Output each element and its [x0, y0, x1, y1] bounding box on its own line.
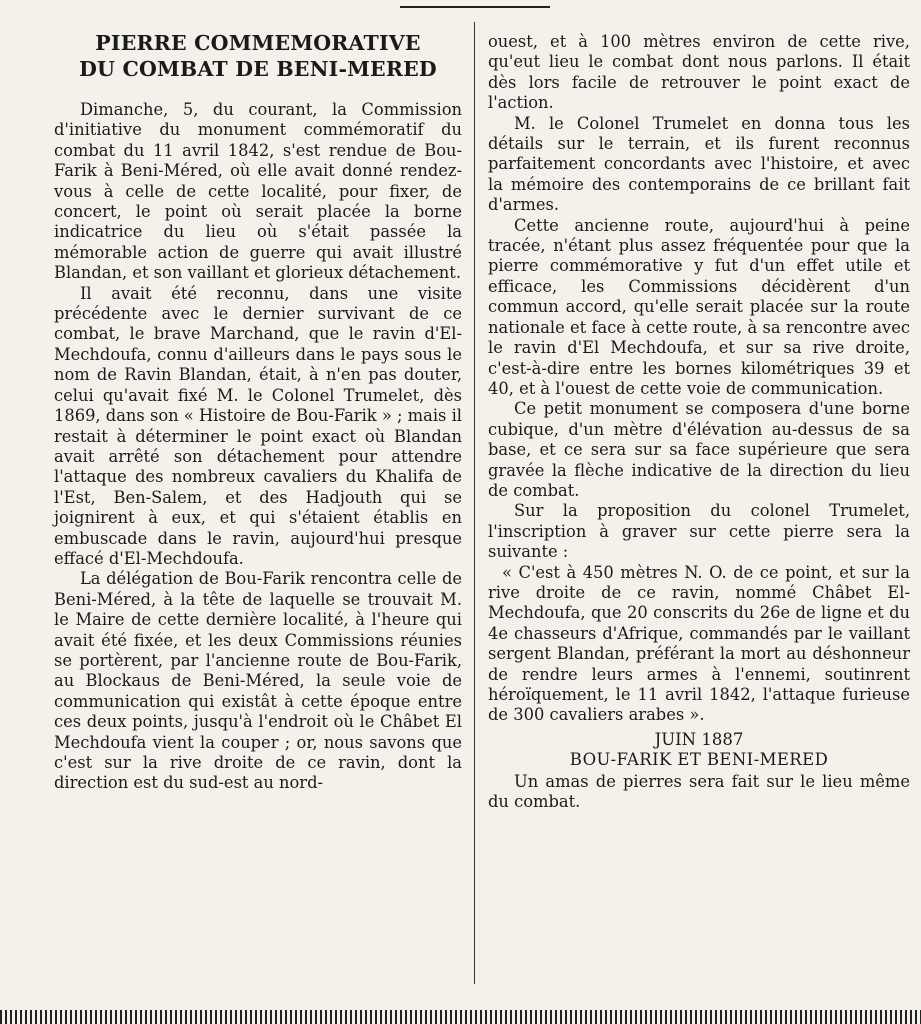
article-title — [54, 30, 462, 82]
masthead-fragment — [0, 0, 921, 12]
column-divider — [474, 22, 475, 984]
paragraph: Sur la proposition du colonel Trumelet, l'inscription à graver sur cette pierre sera la suivante : — [488, 501, 910, 562]
section-date: JUIN 1887 — [654, 729, 744, 749]
paragraph: Un amas de pierres sera fait sur le lieu même du combat. — [488, 771, 910, 812]
section-title: BOU-FARIK ET BENI-MERED — [569, 749, 829, 769]
paragraph: Dimanche, 5, du courant, la Commission d'initiative du monument commémoratif du combat du 11 avril 1842, s'est rendue de Bou-Farik à Beni-Méred, où elle avait donné rendez-vous à celle de cette localité, pour fixer, de concert, le point où serait placée la borne indicatrice du lieu où s'était passée la mémorable action de guerre qui avait illustré Blandan, et son vaillant et glorieux détachement. — [54, 100, 462, 283]
paragraph: M. le Colonel Trumelet en donna tous les détails sur le terrain, et ils furent reconnus parfaitement concordants avec l'histoire, et avec la mémoire des contemporains de ce brillant fait d'armes. — [488, 113, 910, 215]
paragraph: Ce petit monument se composera d'une borne cubique, d'un mètre d'élévation au-dessus de sa base, et ce sera sur sa face supérieure que sera gravée la flèche indicative de la direction du lieu de combat. — [488, 399, 910, 500]
paragraph: La délégation de Bou-Farik rencontra celle de Beni-Méred, à la tête de laquelle se trouvait M. le Maire de cette dernière localité, à l'heure qui avait été fixée, et les deux Commissions réunies se portèrent, par l'ancienne route de Bou-Farik, au Blockaus de Beni-Méred, la seule voie de communication qui existât à cette époque entre ces deux points, jusqu'à l'endroit où le Châbet El Mechdoufa vient la couper ; or, nous savons que c'est sur la rive droite de ce ravin, dont la direction est du sud-est au nord- — [54, 569, 462, 793]
masthead-rule — [400, 6, 550, 8]
left-column — [54, 22, 462, 990]
paragraph: Il avait été reconnu, dans une visite précédente avec le dernier survivant de ce combat, le brave Marchand, que le ravin d'El-Mechdoufa, connu d'ailleurs dans le pays sous le nom de Ravin Blandan, était, à n'en pas douter, celui qu'avait fixé M. le Colonel Trumelet, dès 1869, dans son « Histoire de Bou-Farik » ; mais il restait à déterminer le point exact où Blandan avait arrêté son détachement pour attendre l'attaque des nombreux cavaliers du Khalifa de l'Est, Ben-Salem, et des Hadjouth qui se joignirent à eux, et qui s'étaient établis en embuscade dans le ravin, aujourd'hui presque effacé d'El-Mechdoufa. — [54, 283, 462, 568]
paragraph: ouest, et à 100 mètres environ de cette rive, qu'eut lieu le combat dont nous parlons. Il était dès lors facile de retrouver le point exact de l'action. — [488, 32, 910, 113]
inscription-quote: « C'est à 450 mètres N. O. de ce point, et sur la rive droite de ce ravin, nommé Châbet El-Mechdoufa, que 20 conscrits du 26e de ligne et du 4e chasseurs d'Afrique, commandés par le vaillant sergent Blandan, préférant la mort au déshonneur de rendre leurs armes à l'ennemi, soutinrent héroïquement, le 11 avril 1842, l'attaque furieuse de 300 cavaliers arabes ». — [488, 562, 910, 725]
paragraph: Cette ancienne route, aujourd'hui à peine tracée, n'étant plus assez fréquentée pour que la pierre commémorative y fut d'un effet utile et efficace, les Commissions décidèrent d'un commun accord, qu'elle serait placée sur la route nationale et face à cette route, à sa rencontre avec le ravin d'El Mechdoufa, et sur sa rive droite, c'est-à-dire entre les bornes kilométriques 39 et 40, et à l'ouest de cette voie de communication. — [488, 215, 910, 398]
title-line-1: PIERRE COMMEMORATIVE — [95, 31, 421, 55]
right-column — [488, 32, 910, 990]
bottom-rule — [0, 1010, 921, 1024]
title-line-2: DU COMBAT DE BENI-MERED — [79, 57, 437, 81]
